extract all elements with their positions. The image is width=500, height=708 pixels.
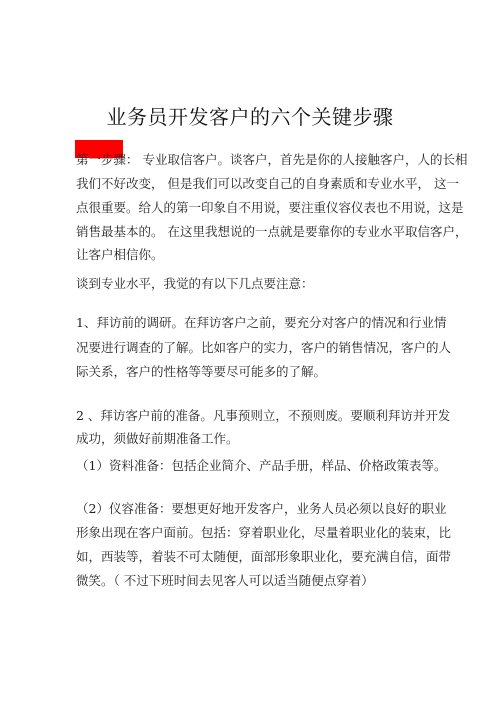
- p3-line-2: 况要进行调查的了解。比如客户的实力，客户的销售情况，客户的人: [76, 340, 452, 355]
- p6-line-4: 微笑。（ 不过下班时间去见客人可以适当随便点穿着）: [76, 573, 374, 588]
- p6-line-3: 如，西装等，着装不可太随便，面部形象职业化，要充满自信，面带: [76, 549, 452, 564]
- p1-line-3: 点很重要。给人的第一印象自不用说，要注重仪容仪表也不用说，这是: [76, 200, 464, 215]
- p4-line-1: 2 、拜访客户前的准备。凡事预则立，不预则废。要顺利拜访并开发: [76, 408, 451, 423]
- p3-line-3: 际关系，客户的性格等等要尽可能多的了解。: [76, 364, 327, 379]
- p4-line-2: 成功，须做好前期准备工作。: [76, 431, 239, 446]
- p1-line-4: 销售最基本的。 在这里我想说的一点就是要靠你的专业水平取信客户，: [76, 224, 468, 239]
- p1-line-5: 让客户相信你。: [76, 247, 164, 262]
- p6-line-2: 形象出现在客户面前。包括：穿着职业化，尽量着职业化的装束，比: [76, 525, 452, 540]
- p6-line-1: （2）仪容准备：要想更好地开发客户，业务人员必须以良好的职业: [76, 501, 447, 516]
- p5-line-1: （1）资料准备：包括企业简介、产品手册，样品、价格政策表等。: [76, 458, 447, 473]
- p1-line-2: 我们不好改变， 但是我们可以改变自己的自身素质和专业水平， 这一: [76, 176, 459, 191]
- p2-line-1: 谈到专业水平，我觉的有以下几点要注意：: [76, 276, 314, 291]
- p3-line-1: 1、拜访前的调研。在拜访客户之前，要充分对客户的情况和行业情: [76, 315, 447, 330]
- page-title: 业务员开发客户的六个关键步骤: [106, 105, 394, 129]
- p1-line-1: 第一步骤： 专业取信客户。谈客户，首先是你的人接触客户，人的长相: [76, 152, 468, 167]
